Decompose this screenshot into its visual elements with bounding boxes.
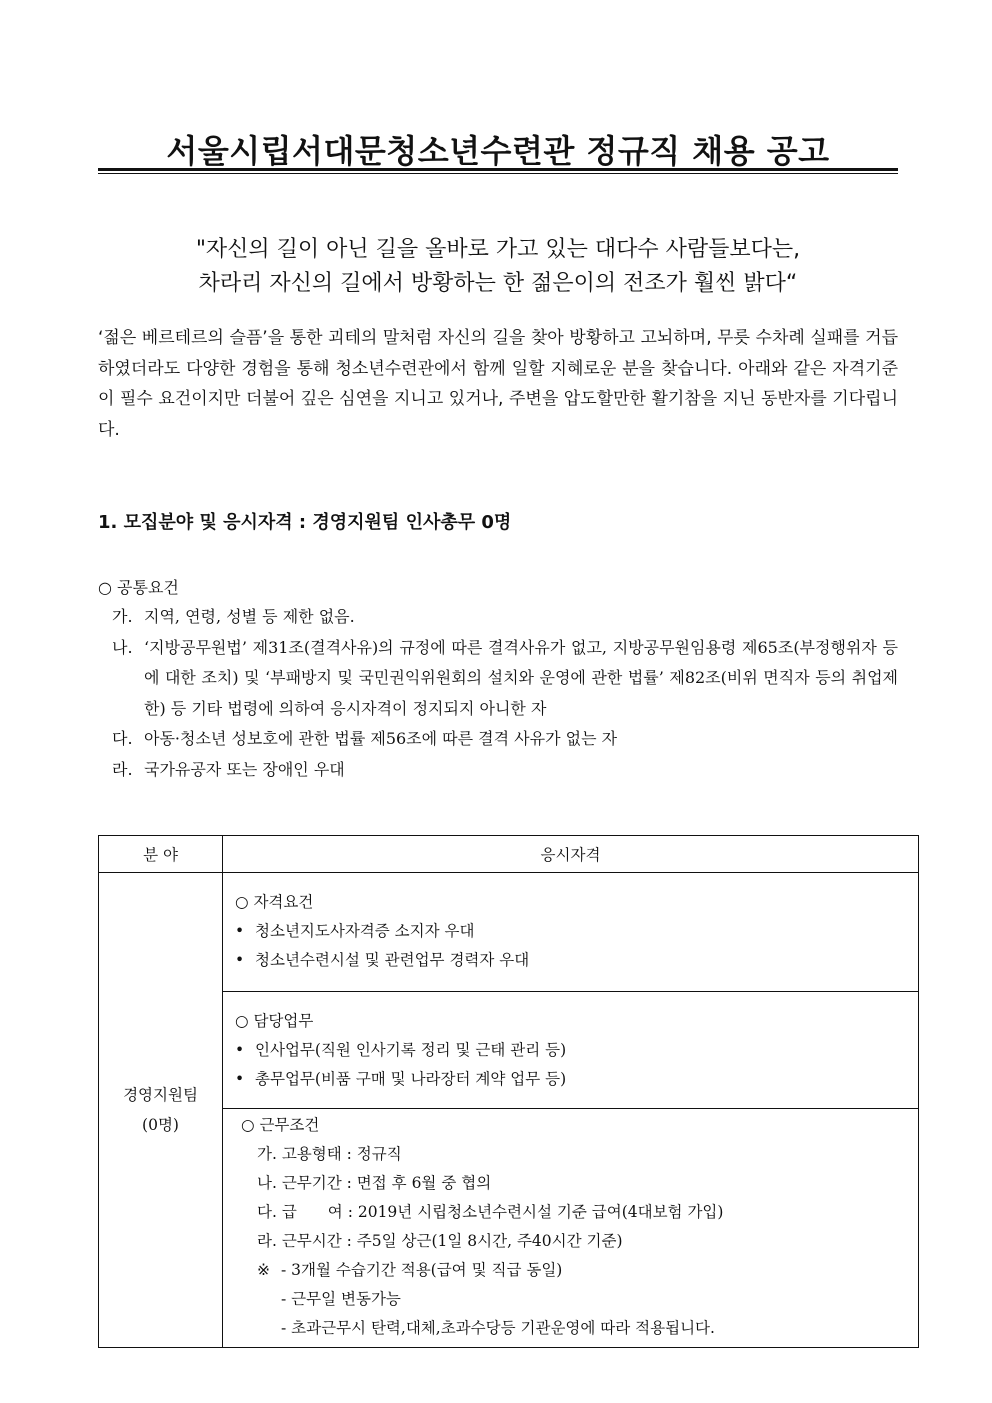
bullet-icon: • bbox=[235, 1070, 245, 1088]
item-mark: 다. bbox=[112, 729, 133, 748]
list-item: 나. 근무기간 : 면접 후 6월 중 협의 bbox=[257, 1174, 492, 1192]
item-mark: 라. bbox=[112, 759, 133, 779]
section-1-heading: 1. 모집분야 및 응시자격 : 경영지원팀 인사총무 0명 bbox=[98, 512, 512, 533]
qualification-heading: ○ 자격요건 bbox=[235, 893, 314, 911]
item-text: 아동·청소년 성보호에 관한 법률 제56조에 따른 결격 사유가 없는 자 bbox=[144, 729, 618, 748]
list-item bbox=[112, 755, 898, 786]
list-item bbox=[112, 633, 898, 725]
conditions-heading: ○ 근무조건 bbox=[241, 1116, 320, 1134]
table-header-row bbox=[99, 836, 919, 873]
list-item bbox=[235, 1065, 906, 1094]
category-count: (0명) bbox=[142, 1116, 179, 1134]
list-item bbox=[235, 1036, 906, 1065]
conditions-cell bbox=[223, 1109, 919, 1348]
list-item bbox=[112, 724, 898, 755]
qualification-block bbox=[223, 873, 918, 983]
quote-line-1: "자신의 길이 아닌 길을 올바로 가고 있는 대다수 사람들보다는, bbox=[195, 237, 801, 262]
category-cell bbox=[99, 873, 223, 1348]
table-row bbox=[99, 873, 919, 992]
list-item: 가. 고용형태 : 정규직 bbox=[257, 1145, 402, 1163]
bullet-icon: • bbox=[235, 951, 245, 969]
item-text: 국가유공자 또는 장애인 우대 bbox=[144, 759, 345, 779]
note-row: - 초과근무시 탄력,대체,초과수당등 기관운영에 따라 적용됩니다. bbox=[281, 1319, 715, 1337]
list-item bbox=[235, 917, 906, 946]
note-mark: ※ bbox=[257, 1261, 270, 1279]
bullet-text: 청소년지도사자격증 소지자 우대 bbox=[255, 922, 475, 940]
note-text: - 3개월 수습기간 적용(급여 및 직급 동일) bbox=[281, 1261, 563, 1279]
title-underline-thin bbox=[98, 173, 898, 174]
list-item bbox=[112, 602, 898, 633]
qualification-cell bbox=[223, 873, 919, 992]
item-text: ‘지방공무원법’ 제31조(결격사유)의 규정에 따른 결격사유가 없고, 지방공무원임용령 제65조(부정행위자 등에 대한 조치) 및 ‘부패방지 및 국민권익위원회의 설치와 운영에 관한 법률’ 제82조(비위 면직자 등의 취업제한) 등 기타 법령에 의하여 응시자격이 정지되지 아니한 자 bbox=[144, 637, 898, 718]
note-row bbox=[241, 1256, 906, 1285]
bullet-icon: • bbox=[235, 922, 245, 940]
category-name: 경영지원팀 bbox=[123, 1086, 198, 1104]
list-item: 다. 급 여 : 2019년 시립청소년수련시설 기준 급여(4대보험 가입) bbox=[257, 1203, 724, 1221]
duties-block bbox=[223, 992, 918, 1102]
item-mark: 가. bbox=[112, 607, 133, 626]
item-text: 지역, 연령, 성별 등 제한 없음. bbox=[144, 607, 355, 626]
duties-cell bbox=[223, 992, 919, 1109]
bullet-text: 인사업무(직원 인사기록 정리 및 근태 관리 등) bbox=[255, 1041, 567, 1059]
bullet-text: 총무업무(비품 구매 및 나라장터 계약 업무 등) bbox=[255, 1070, 567, 1088]
item-mark: 나. bbox=[112, 637, 133, 657]
list-item: 라. 근무시간 : 주5일 상근(1일 8시간, 주40시간 기준) bbox=[257, 1232, 623, 1250]
common-requirements-heading: ○ 공통요건 bbox=[98, 578, 179, 597]
page-title: 서울시립서대문청소년수련관 정규직 채용 공고 bbox=[166, 132, 830, 170]
qualification-table bbox=[98, 835, 919, 1348]
conditions-block bbox=[223, 1109, 918, 1347]
common-requirements-list bbox=[112, 602, 898, 785]
intro-paragraph: ‘젊은 베르테르의 슬픔’을 통한 괴테의 말처럼 자신의 길을 찾아 방황하고 고뇌하며, 무릇 수차례 실패를 거듭하였더라도 다양한 경험을 통해 청소년수련관에서 함께 일할 지혜로운 분을 찾습니다. 아래와 같은 자격기준이 필수 요건이지만 더불어 깊은 심연을 지니고 있거나, 주변을 압도할만한 활기참을 지닌 동반자를 기다립니다. bbox=[98, 328, 898, 440]
header-field: 분 야 bbox=[99, 836, 223, 873]
header-qualification: 응시자격 bbox=[223, 836, 919, 873]
quote-line-2: 차라리 자신의 길에서 방황하는 한 젊은이의 전조가 훨씬 밝다“ bbox=[198, 271, 798, 296]
title-underline bbox=[98, 168, 898, 171]
duties-heading: ○ 담당업무 bbox=[235, 1012, 314, 1030]
bullet-icon: • bbox=[235, 1041, 245, 1059]
list-item bbox=[235, 946, 906, 975]
note-row: - 근무일 변동가능 bbox=[281, 1290, 401, 1308]
bullet-text: 청소년수련시설 및 관련업무 경력자 우대 bbox=[255, 951, 530, 969]
